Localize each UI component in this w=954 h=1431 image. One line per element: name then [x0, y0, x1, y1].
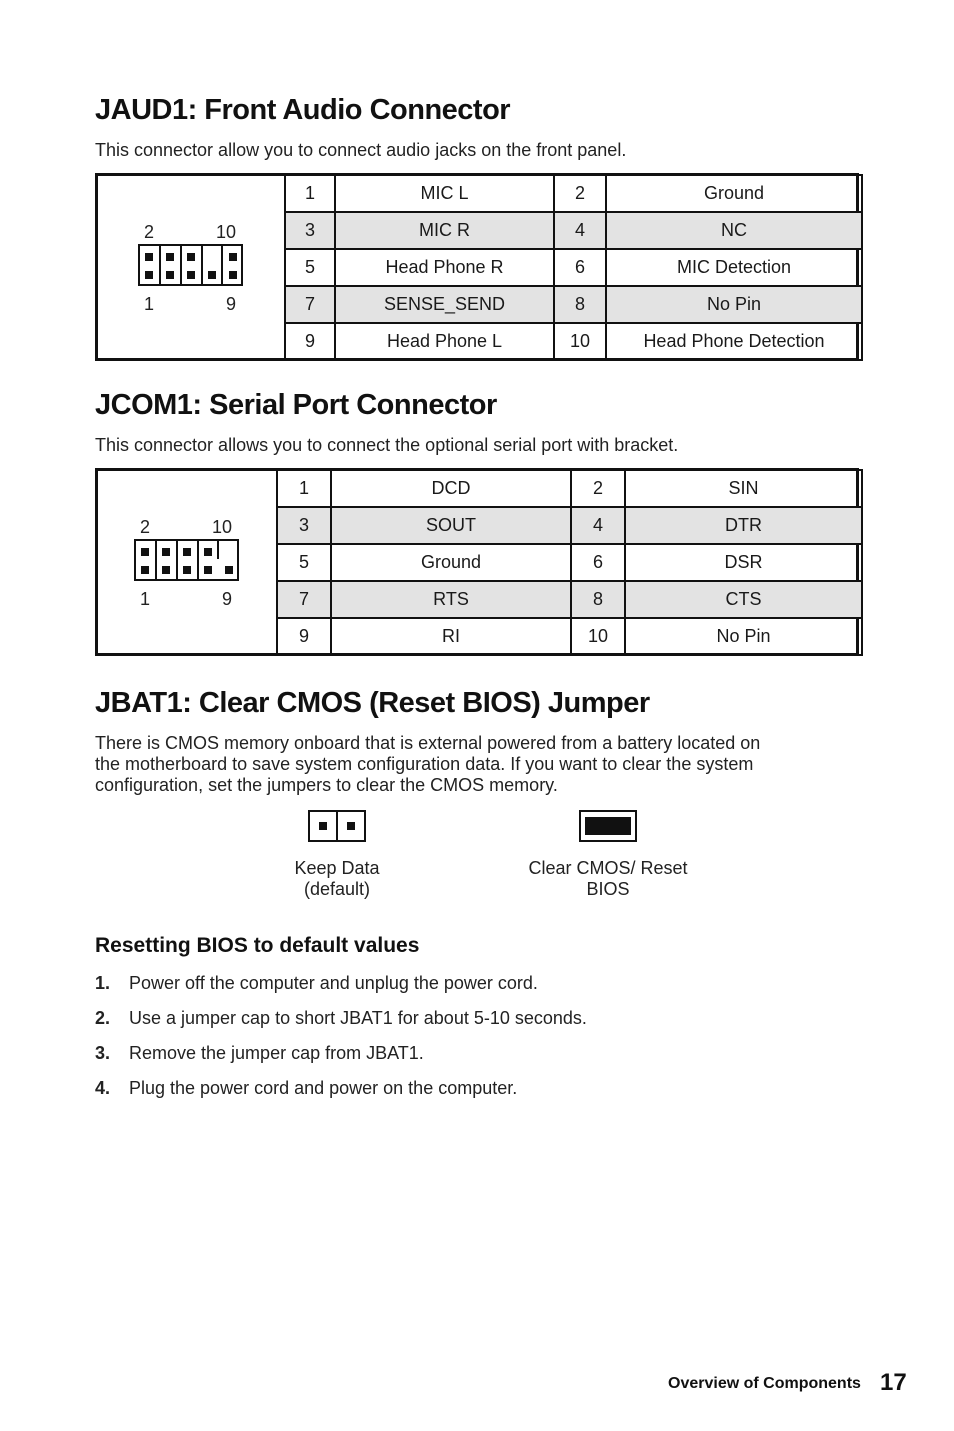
step-number: 4.	[95, 1078, 111, 1098]
pin-signal: RTS	[331, 581, 571, 618]
jcom-pin-header-icon	[134, 539, 239, 581]
jaud-label-top-left: 2	[144, 222, 155, 242]
jcom-label-top-right: 10	[212, 517, 233, 537]
caption-line: Clear CMOS/ Reset	[528, 858, 688, 878]
pin-number: 9	[285, 323, 335, 360]
step-text: Use a jumper cap to short JBAT1 for about 5-10 seconds.	[129, 1008, 587, 1028]
pin-number: 6	[571, 544, 625, 581]
pin-number: 9	[277, 618, 331, 655]
pin-signal: DCD	[331, 470, 571, 507]
pin-signal: RI	[331, 618, 571, 655]
clear-cmos-caption	[508, 858, 708, 900]
pin-number: 5	[285, 249, 335, 286]
keep-data-caption	[256, 858, 418, 900]
pin-number: 1	[277, 470, 331, 507]
pin-signal: SIN	[625, 470, 862, 507]
pin-number: 3	[285, 212, 335, 249]
pin-number: 8	[571, 581, 625, 618]
jbat-description-line: There is CMOS memory onboard that is external powered from a battery located on	[95, 733, 761, 753]
reset-heading: Resetting BIOS to default values	[95, 934, 420, 957]
pin-number: 5	[277, 544, 331, 581]
jcom-connector-box	[95, 468, 859, 656]
table-row	[285, 212, 862, 249]
jaud-pin-table	[284, 174, 863, 361]
pin-signal: Head Phone R	[335, 249, 554, 286]
pin-number: 3	[277, 507, 331, 544]
pin-signal: MIC Detection	[606, 249, 862, 286]
step-number: 2.	[95, 1008, 111, 1028]
pin-signal: MIC R	[335, 212, 554, 249]
jumper-shorted-icon	[579, 810, 637, 842]
pin-signal: Head Phone Detection	[606, 323, 862, 360]
caption-line: Keep Data	[294, 858, 380, 878]
step-text: Plug the power cord and power on the computer.	[129, 1078, 518, 1098]
pin-number: 7	[285, 286, 335, 323]
jaud-title: JAUD1: Front Audio Connector	[95, 94, 511, 126]
pin-number: 7	[277, 581, 331, 618]
step-text: Remove the jumper cap from JBAT1.	[129, 1043, 424, 1063]
pin-signal: SENSE_SEND	[335, 286, 554, 323]
table-row	[277, 470, 862, 507]
list-item	[95, 1078, 875, 1102]
caption-line: (default)	[303, 879, 371, 899]
jcom-label-bottom-right: 9	[222, 589, 233, 609]
list-item	[95, 973, 875, 997]
pin-signal: CTS	[625, 581, 862, 618]
jbat-description	[95, 733, 875, 796]
pin-signal: DSR	[625, 544, 862, 581]
pin-signal: MIC L	[335, 175, 554, 212]
pin-signal: Ground	[606, 175, 862, 212]
jaud-label-bottom-left: 1	[144, 294, 155, 314]
table-row	[277, 507, 862, 544]
jbat-description-line: configuration, set the jumpers to clear the CMOS memory.	[95, 775, 558, 795]
jaud-label-bottom-right: 9	[226, 294, 237, 314]
pin-signal: No Pin	[625, 618, 862, 655]
jcom-description: This connector allows you to connect the optional serial port with bracket.	[95, 435, 679, 455]
list-item	[95, 1043, 875, 1067]
pin-number: 6	[554, 249, 606, 286]
jbat-description-line: the motherboard to save system configuration data. If you want to clear the system	[95, 754, 754, 774]
table-row	[285, 175, 862, 212]
pin-number: 10	[571, 618, 625, 655]
pin-number: 2	[571, 470, 625, 507]
pin-signal: No Pin	[606, 286, 862, 323]
jaud-connector-box	[95, 173, 859, 361]
table-row	[285, 323, 862, 360]
pin-signal: DTR	[625, 507, 862, 544]
jumper-open-icon	[308, 810, 366, 842]
pin-number: 4	[571, 507, 625, 544]
jcom-label-bottom-left: 1	[140, 589, 151, 609]
caption-line: BIOS	[586, 879, 630, 899]
table-row	[277, 618, 862, 655]
pin-signal: SOUT	[331, 507, 571, 544]
page-number: 17	[880, 1369, 907, 1396]
pin-number: 2	[554, 175, 606, 212]
table-row	[285, 286, 862, 323]
jaud-description: This connector allow you to connect audio jacks on the front panel.	[95, 140, 627, 160]
jbat-title: JBAT1: Clear CMOS (Reset BIOS) Jumper	[95, 687, 650, 719]
list-item	[95, 1008, 875, 1032]
step-number: 1.	[95, 973, 111, 993]
table-row	[277, 581, 862, 618]
jaud-pin-header-icon	[138, 244, 243, 286]
table-row	[277, 544, 862, 581]
jaud-label-top-right: 10	[216, 222, 237, 242]
pin-signal: Head Phone L	[335, 323, 554, 360]
step-number: 3.	[95, 1043, 111, 1063]
pin-signal: Ground	[331, 544, 571, 581]
table-row	[285, 249, 862, 286]
footer-section-title: Overview of Components	[668, 1375, 861, 1392]
pin-number: 8	[554, 286, 606, 323]
pin-number: 1	[285, 175, 335, 212]
step-text: Power off the computer and unplug the power cord.	[129, 973, 538, 993]
jcom-title: JCOM1: Serial Port Connector	[95, 389, 497, 421]
pin-number: 4	[554, 212, 606, 249]
pin-number: 10	[554, 323, 606, 360]
pin-signal: NC	[606, 212, 862, 249]
jcom-pin-table	[276, 469, 863, 656]
jcom-label-top-left: 2	[140, 517, 151, 537]
